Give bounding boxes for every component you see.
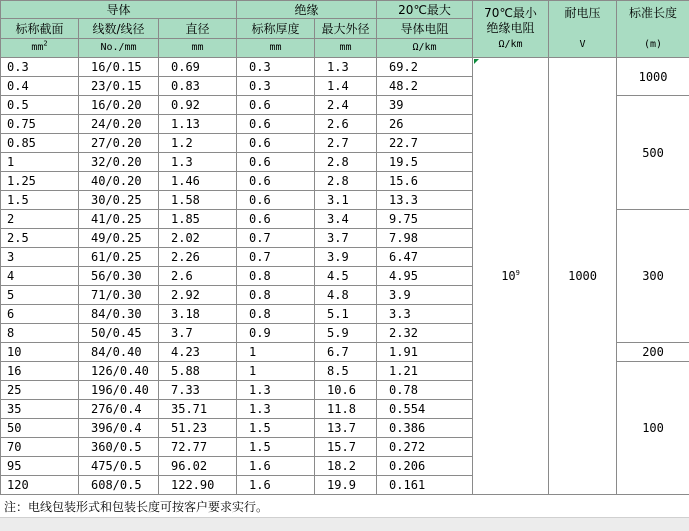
cell-nominal-area: 0.4	[1, 77, 79, 96]
header-insulation-resistance-70	[473, 1, 549, 58]
header-insulation-resistance-70-line1: 70℃最小	[484, 6, 537, 20]
cell-strands: 40/0.20	[79, 172, 159, 191]
cell-nominal-area: 1	[1, 153, 79, 172]
cell-diameter: 35.71	[159, 400, 237, 419]
cell-thickness: 1	[237, 362, 315, 381]
cell-resistance-20: 0.554	[377, 400, 473, 419]
cell-thickness: 0.3	[237, 58, 315, 77]
header-length-unit: (m)	[644, 39, 663, 50]
cell-max-od: 3.1	[315, 191, 377, 210]
cell-diameter: 51.23	[159, 419, 237, 438]
cell-standard-length: 500	[617, 96, 689, 210]
cell-nominal-area: 0.75	[1, 115, 79, 134]
cell-resistance-20: 19.5	[377, 153, 473, 172]
cell-standard-length: 1000	[617, 58, 689, 96]
cell-diameter: 1.58	[159, 191, 237, 210]
cell-strands: 84/0.40	[79, 343, 159, 362]
cell-strands: 16/0.20	[79, 96, 159, 115]
cell-max-od: 2.4	[315, 96, 377, 115]
header-resistance-20-line1: 20℃最大	[377, 1, 473, 19]
cell-nominal-area: 16	[1, 362, 79, 381]
cell-standard-length: 100	[617, 362, 689, 495]
cell-thickness: 0.6	[237, 210, 315, 229]
cell-resistance-20: 15.6	[377, 172, 473, 191]
cell-nominal-area: 50	[1, 419, 79, 438]
cell-diameter: 122.90	[159, 476, 237, 495]
cell-strands: 475/0.5	[79, 457, 159, 476]
cell-resistance-20: 9.75	[377, 210, 473, 229]
header-nominal-area: 标称截面	[1, 19, 79, 39]
cell-diameter: 1.46	[159, 172, 237, 191]
cell-max-od: 11.8	[315, 400, 377, 419]
header-diameter: 直径	[159, 19, 237, 39]
cell-diameter: 0.69	[159, 58, 237, 77]
header-voltage-unit: V	[579, 39, 586, 50]
cell-nominal-area: 5	[1, 286, 79, 305]
cell-max-od: 1.4	[315, 77, 377, 96]
cell-thickness: 1.5	[237, 419, 315, 438]
cell-resistance-20: 2.32	[377, 324, 473, 343]
header-strands: 线数/线径	[79, 19, 159, 39]
header-insulation: 绝缘	[237, 1, 377, 19]
cell-nominal-area: 1.5	[1, 191, 79, 210]
cell-nominal-area: 35	[1, 400, 79, 419]
header-insulation-resistance-70-unit: Ω/km	[498, 39, 523, 50]
cell-max-od: 19.9	[315, 476, 377, 495]
cell-strands: 396/0.4	[79, 419, 159, 438]
cell-thickness: 0.6	[237, 134, 315, 153]
cell-diameter: 0.83	[159, 77, 237, 96]
cell-thickness: 0.3	[237, 77, 315, 96]
cell-thickness: 0.8	[237, 267, 315, 286]
cell-strands: 50/0.45	[79, 324, 159, 343]
header-voltage	[549, 1, 617, 58]
cell-nominal-area: 95	[1, 457, 79, 476]
cell-diameter: 2.6	[159, 267, 237, 286]
cell-diameter: 3.18	[159, 305, 237, 324]
cell-nominal-area: 0.85	[1, 134, 79, 153]
footnote: 注：电线包装形式和包装长度可按客户要求实行。	[0, 496, 689, 518]
cell-resistance-20: 3.9	[377, 286, 473, 305]
header-nominal-area-unit: $mm^2$	[1, 39, 79, 58]
cell-strands: 16/0.15	[79, 58, 159, 77]
header-voltage-label: 耐电压	[564, 6, 601, 20]
cell-strands: 71/0.30	[79, 286, 159, 305]
cell-strands: 56/0.30	[79, 267, 159, 286]
cell-thickness: 0.7	[237, 229, 315, 248]
cell-nominal-area: 0.3	[1, 58, 79, 77]
cell-thickness: 0.9	[237, 324, 315, 343]
cell-nominal-area: 2.5	[1, 229, 79, 248]
cell-thickness: 0.6	[237, 96, 315, 115]
cell-diameter: 1.2	[159, 134, 237, 153]
cell-resistance-20: 0.206	[377, 457, 473, 476]
cell-strands: 276/0.4	[79, 400, 159, 419]
cell-max-od: 3.7	[315, 229, 377, 248]
cell-resistance-20: 0.272	[377, 438, 473, 457]
cell-max-od: 4.8	[315, 286, 377, 305]
table-body	[1, 58, 689, 495]
cell-voltage: 1000	[549, 58, 617, 495]
cell-strands: 41/0.25	[79, 210, 159, 229]
cell-nominal-area: 8	[1, 324, 79, 343]
cell-strands: 126/0.40	[79, 362, 159, 381]
cell-max-od: 5.9	[315, 324, 377, 343]
cell-resistance-20: 1.21	[377, 362, 473, 381]
cell-resistance-20: 7.98	[377, 229, 473, 248]
cell-nominal-area: 3	[1, 248, 79, 267]
cell-resistance-20: 3.3	[377, 305, 473, 324]
cell-standard-length: 300	[617, 210, 689, 343]
cell-thickness: 0.6	[237, 153, 315, 172]
cell-thickness: 1.6	[237, 476, 315, 495]
cell-max-od: 2.6	[315, 115, 377, 134]
cell-resistance-20: 39	[377, 96, 473, 115]
cell-nominal-area: 0.5	[1, 96, 79, 115]
cell-nominal-area: 10	[1, 343, 79, 362]
cell-max-od: 15.7	[315, 438, 377, 457]
cell-max-od: 18.2	[315, 457, 377, 476]
cell-max-od: 3.9	[315, 248, 377, 267]
cell-diameter: 4.23	[159, 343, 237, 362]
cell-strands: 61/0.25	[79, 248, 159, 267]
header-length	[617, 1, 689, 58]
cell-nominal-area: 120	[1, 476, 79, 495]
cell-max-od: 6.7	[315, 343, 377, 362]
cell-strands: 49/0.25	[79, 229, 159, 248]
cell-thickness: 0.6	[237, 172, 315, 191]
header-thickness-unit: mm	[237, 39, 315, 58]
header-max-od: 最大外径	[315, 19, 377, 39]
cell-resistance-20: 26	[377, 115, 473, 134]
sheet-bottom-strip	[0, 518, 689, 531]
cell-resistance-20: 0.161	[377, 476, 473, 495]
header-length-label: 标准长度	[629, 6, 678, 20]
cell-diameter: 1.3	[159, 153, 237, 172]
cell-resistance-20: 48.2	[377, 77, 473, 96]
cell-diameter: 1.13	[159, 115, 237, 134]
cell-nominal-area: 4	[1, 267, 79, 286]
cell-max-od: 13.7	[315, 419, 377, 438]
cell-standard-length: 200	[617, 343, 689, 362]
cell-nominal-area: 2	[1, 210, 79, 229]
cell-max-od: 2.7	[315, 134, 377, 153]
cell-strands: 196/0.40	[79, 381, 159, 400]
cell-thickness: 0.6	[237, 115, 315, 134]
cell-max-od: 1.3	[315, 58, 377, 77]
cell-thickness: 0.7	[237, 248, 315, 267]
cell-strands: 84/0.30	[79, 305, 159, 324]
header-max-od-unit: mm	[315, 39, 377, 58]
cell-strands: 32/0.20	[79, 153, 159, 172]
cell-max-od: 8.5	[315, 362, 377, 381]
cell-max-od: 2.8	[315, 172, 377, 191]
cell-nominal-area: 70	[1, 438, 79, 457]
cell-max-od: 10.6	[315, 381, 377, 400]
cell-thickness: 1	[237, 343, 315, 362]
cell-nominal-area: 1.25	[1, 172, 79, 191]
cell-resistance-20: 22.7	[377, 134, 473, 153]
cell-resistance-20: 6.47	[377, 248, 473, 267]
cell-thickness: 1.6	[237, 457, 315, 476]
cell-comment-marker	[474, 59, 479, 64]
cell-thickness: 1.3	[237, 400, 315, 419]
header-resistance-20-unit: Ω/km	[377, 39, 473, 58]
cell-diameter: 2.92	[159, 286, 237, 305]
table-row	[1, 58, 689, 77]
cell-resistance-20: 13.3	[377, 191, 473, 210]
cell-strands: 360/0.5	[79, 438, 159, 457]
cell-max-od: 4.5	[315, 267, 377, 286]
cell-nominal-area: 6	[1, 305, 79, 324]
header-thickness: 标称厚度	[237, 19, 315, 39]
cell-diameter: 96.02	[159, 457, 237, 476]
cell-thickness: 1.3	[237, 381, 315, 400]
cell-diameter: 1.85	[159, 210, 237, 229]
cell-diameter: 7.33	[159, 381, 237, 400]
cell-thickness: 0.6	[237, 191, 315, 210]
cell-diameter: 2.02	[159, 229, 237, 248]
cell-thickness: 0.8	[237, 305, 315, 324]
cell-strands: 30/0.25	[79, 191, 159, 210]
cell-resistance-20: 4.95	[377, 267, 473, 286]
header-conductor: 导体	[1, 1, 237, 19]
cell-diameter: 5.88	[159, 362, 237, 381]
cell-resistance-20: 0.78	[377, 381, 473, 400]
cell-strands: 27/0.20	[79, 134, 159, 153]
cell-resistance-20: 1.91	[377, 343, 473, 362]
cell-resistance-20: 69.2	[377, 58, 473, 77]
cell-thickness: 0.8	[237, 286, 315, 305]
cell-strands: 24/0.20	[79, 115, 159, 134]
header-insulation-resistance-70-line2: 绝缘电阻	[486, 21, 535, 35]
header-strands-unit: No./mm	[79, 39, 159, 58]
cell-diameter: 72.77	[159, 438, 237, 457]
header-resistance-20-line2: 导体电阻	[377, 19, 473, 39]
cell-max-od: 3.4	[315, 210, 377, 229]
cell-diameter: 2.26	[159, 248, 237, 267]
cell-strands: 23/0.15	[79, 77, 159, 96]
header-diameter-unit: mm	[159, 39, 237, 58]
cell-insulation-resistance: $10^9$	[473, 58, 549, 495]
cell-diameter: 3.7	[159, 324, 237, 343]
cell-max-od: 2.8	[315, 153, 377, 172]
cell-nominal-area: 25	[1, 381, 79, 400]
cell-thickness: 1.5	[237, 438, 315, 457]
cell-strands: 608/0.5	[79, 476, 159, 495]
cell-resistance-20: 0.386	[377, 419, 473, 438]
cell-diameter: 0.92	[159, 96, 237, 115]
cell-max-od: 5.1	[315, 305, 377, 324]
